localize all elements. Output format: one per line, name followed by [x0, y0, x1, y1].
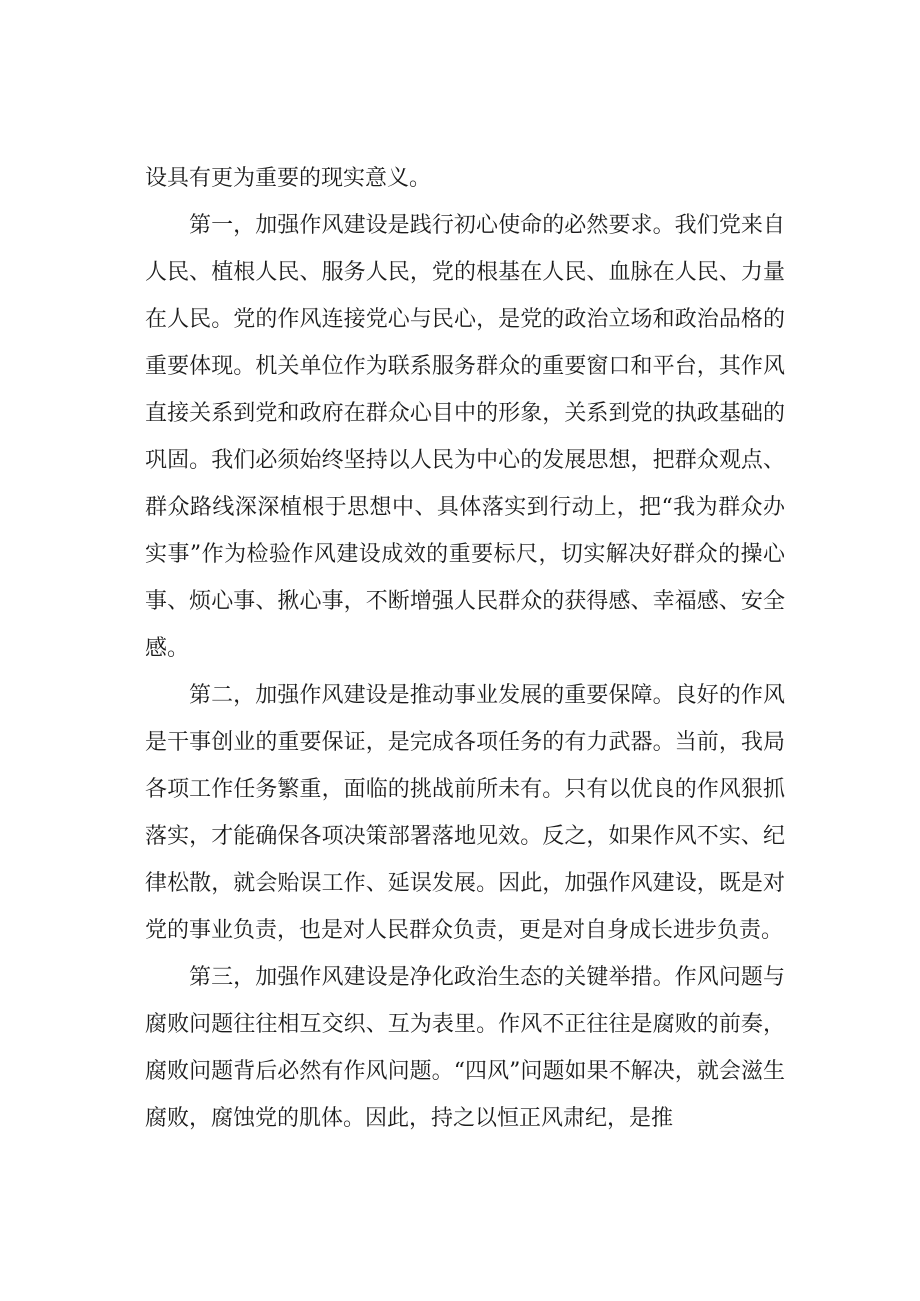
- document-body: [145, 155, 785, 1142]
- paragraph-first-point: 第一，加强作风建设是践行初心使命的必然要求。我们党来自人民、植根人民、服务人民，党的根基在人民、血脉在人民、力量在人民。党的作风连接党心与民心，是党的政治立场和政治品格的重要体现。机关单位作为联系服务群众的重要窗口和平台，其作风直接关系到党和政府在群众心目中的形象，关系到党的执政基础的巩固。我们必须始终坚持以人民为中心的发展思想，把群众观点、群众路线深深植根于思想中、具体落实到行动上，把“我为群众办实事”作为检验作风建设成效的重要标尺，切实解决好群众的操心事、烦心事、揪心事，不断增强人民群众的获得感、幸福感、安全感。: [145, 213, 785, 661]
- paragraph-continuation: 设具有更为重要的现实意义。: [145, 166, 432, 191]
- paragraph-third-point: 第三，加强作风建设是净化政治生态的关键举措。作风问题与腐败问题往往相互交织、互为表里。作风不正往往是腐败的前奏，腐败问题背后必然有作风问题。“四风”问题如果不解决，就会滋生腐败，腐蚀党的肌体。因此，持之以恒正风肃纪，是推: [145, 965, 785, 1131]
- paragraph-second-point: 第二，加强作风建设是推动事业发展的重要保障。良好的作风是干事创业的重要保证，是完成各项任务的有力武器。当前，我局各项工作任务繁重，面临的挑战前所未有。只有以优良的作风狠抓落实，才能确保各项决策部署落地见效。反之，如果作风不实、纪律松散，就会贻误工作、延误发展。因此，加强作风建设，既是对党的事业负责，也是对人民群众负责，更是对自身成长进步负责。: [145, 683, 785, 943]
